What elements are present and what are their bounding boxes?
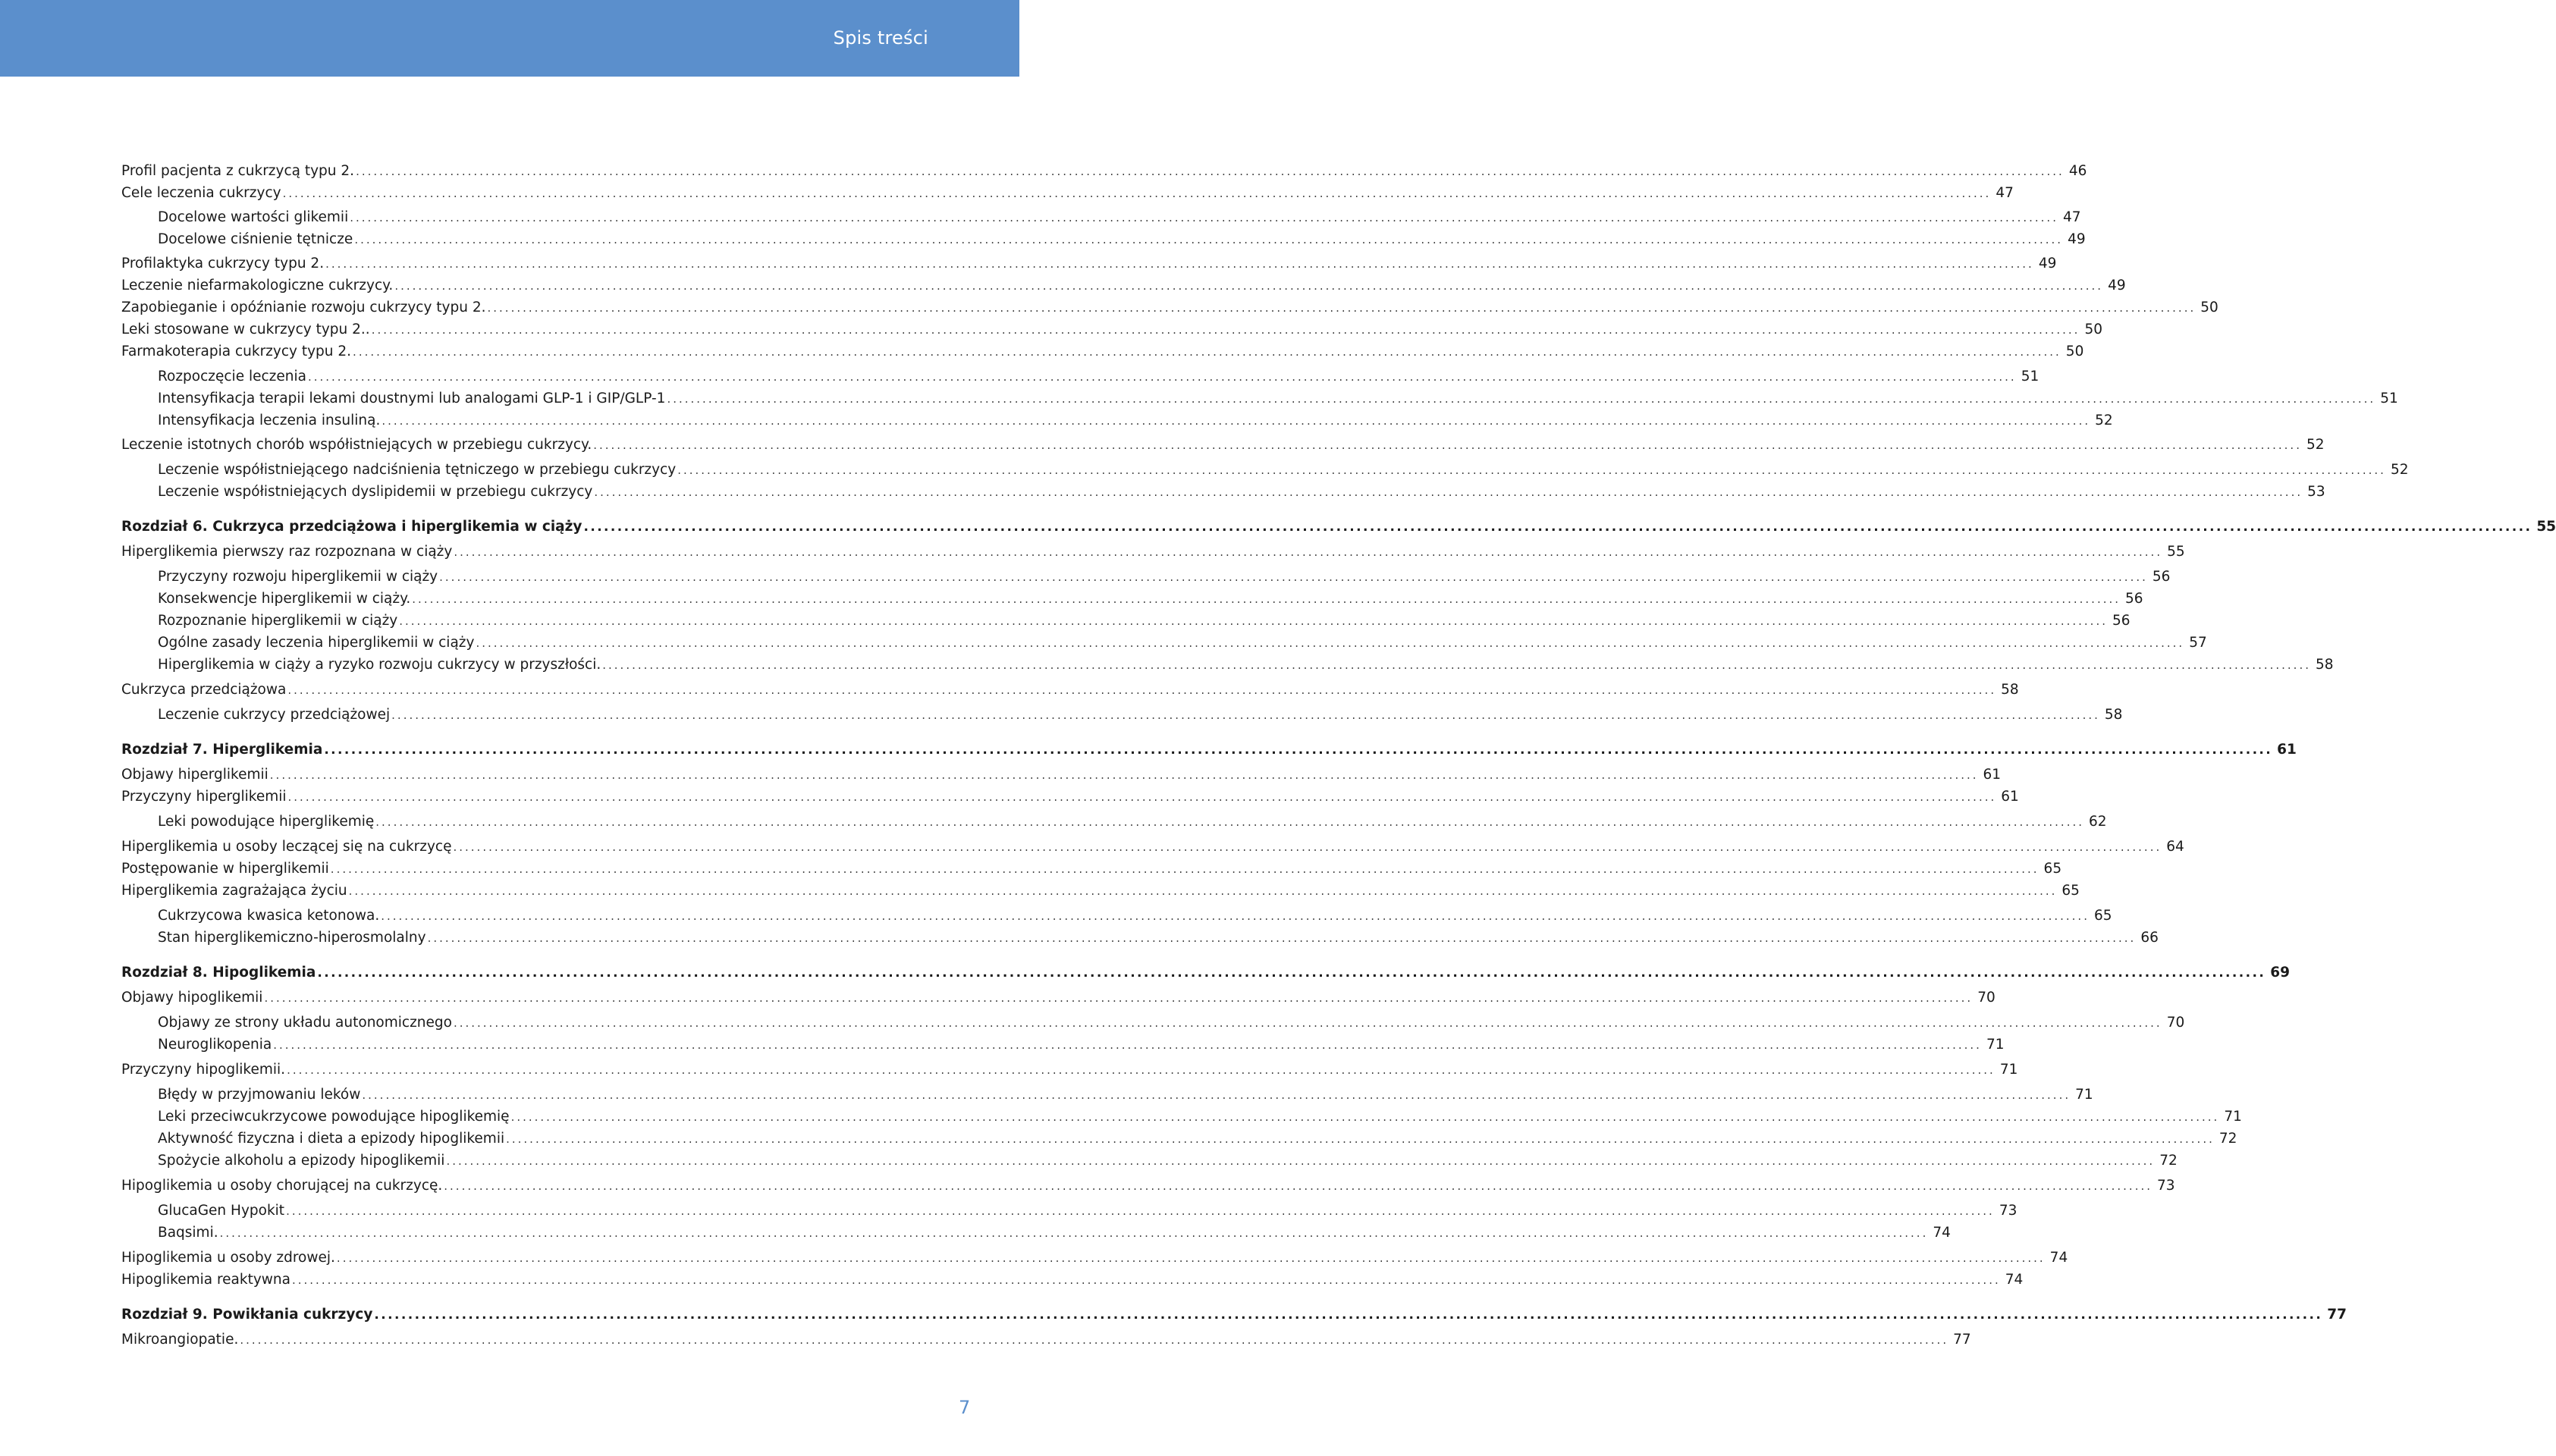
dot-leader xyxy=(356,161,2065,182)
dot-leader xyxy=(453,836,2162,858)
toc-entry[interactable] xyxy=(158,704,2123,726)
toc-entry-title: Hipoglikemia u osoby zdrowej. xyxy=(121,1250,335,1266)
toc-entry-title: Hipoglikemia reaktywna xyxy=(121,1272,290,1288)
toc-chapter-entry[interactable] xyxy=(121,739,2297,761)
toc-entry[interactable] xyxy=(121,161,2087,182)
toc-entry[interactable] xyxy=(121,275,2126,297)
toc-entry-page: 71 xyxy=(2224,1109,2242,1125)
dot-leader xyxy=(439,566,2148,588)
toc-entry[interactable] xyxy=(121,858,2062,880)
toc-entry[interactable] xyxy=(121,1247,2068,1269)
toc-entry-page: 52 xyxy=(2390,462,2409,478)
toc-entry-title: Zapobieganie i opóźnianie rozwoju cukrzycy typu 2. xyxy=(121,300,486,315)
dot-leader xyxy=(353,341,2061,362)
dot-leader xyxy=(454,1012,2162,1034)
toc-entry[interactable] xyxy=(121,341,2084,362)
dot-leader xyxy=(412,588,2121,610)
toc-entry-page: 47 xyxy=(2062,209,2081,225)
toc-entry[interactable] xyxy=(158,811,2107,833)
toc-entry[interactable] xyxy=(121,836,2184,858)
toc-chapter-entry[interactable] xyxy=(121,1304,2347,1326)
toc-entry-page: 74 xyxy=(2005,1272,2024,1288)
dot-leader xyxy=(349,880,2058,902)
toc-entry[interactable] xyxy=(121,183,2014,204)
toc-entry-title: Objawy hipoglikemii xyxy=(121,990,263,1006)
dot-leader xyxy=(292,1269,2001,1291)
toc-entry[interactable] xyxy=(121,1059,2018,1081)
page-number: 7 xyxy=(959,1397,971,1418)
toc-entry[interactable] xyxy=(158,366,2039,388)
toc-entry[interactable] xyxy=(158,566,2171,588)
toc-entry-title: Leczenie cukrzycy przedciążowej xyxy=(158,707,391,723)
dot-leader xyxy=(325,253,2034,275)
dot-leader xyxy=(593,435,2302,456)
dot-leader xyxy=(594,482,2303,503)
toc-entry-page: 74 xyxy=(2049,1250,2068,1266)
toc-entry-page: 65 xyxy=(2043,861,2062,877)
toc-entry[interactable] xyxy=(158,207,2081,228)
toc-entry-title: Hiperglikemia w ciąży a ryzyko rozwoju cukrzycy w przyszłości. xyxy=(158,657,601,673)
toc-entry-title: Rozdział 9. Powikłania cukrzycy xyxy=(121,1307,373,1323)
dot-leader xyxy=(506,1128,2215,1150)
toc-chapter-entry[interactable] xyxy=(121,516,2556,538)
dot-leader xyxy=(362,1084,2071,1106)
header-title: Spis treści xyxy=(833,27,928,49)
dot-leader xyxy=(264,987,1973,1009)
toc-entry-title: Przyczyny hiperglikemii xyxy=(121,789,287,805)
toc-entry[interactable] xyxy=(121,253,2057,275)
toc-entry-page: 56 xyxy=(2152,569,2171,585)
toc-entry[interactable] xyxy=(158,610,2131,632)
toc-entry-page: 55 xyxy=(2536,519,2556,535)
toc-entry-page: 61 xyxy=(2001,789,2019,805)
toc-entry[interactable] xyxy=(121,880,2080,902)
dot-leader xyxy=(375,811,2084,833)
toc-entry-title: Leczenie współistniejącego nadciśnienia tętniczego w przebiegu cukrzycy xyxy=(158,462,677,478)
toc-entry-title: Profil pacjenta z cukrzycą typu 2. xyxy=(121,163,355,179)
header-bar xyxy=(0,0,1019,77)
toc-entry[interactable] xyxy=(158,1012,2185,1034)
toc-entry[interactable] xyxy=(158,1128,2237,1150)
dot-leader xyxy=(350,207,2058,228)
toc-entry[interactable] xyxy=(121,1329,1971,1351)
toc-entry[interactable] xyxy=(121,987,1996,1009)
toc-entry-page: 73 xyxy=(1999,1203,2017,1219)
dot-leader xyxy=(374,1304,2322,1326)
dot-leader xyxy=(240,1329,1948,1351)
toc-entry[interactable] xyxy=(158,1106,2242,1128)
toc-entry-title: Hipoglikemia u osoby chorującej na cukrzycę. xyxy=(121,1178,443,1194)
toc-entry-title: Błędy w przyjmowaniu leków xyxy=(158,1087,361,1103)
toc-entry-title: Rozdział 7. Hiperglikemia xyxy=(121,742,323,758)
toc-entry-title: Hiperglikemia zagrażająca życiu xyxy=(121,883,347,899)
toc-entry-title: Spożycie alkoholu a epizody hipoglikemii xyxy=(158,1153,445,1169)
toc-entry-title: Leki przeciwcukrzycowe powodujące hipoglikemię xyxy=(158,1109,510,1125)
toc-entry[interactable] xyxy=(158,588,2143,610)
toc-entry[interactable] xyxy=(158,905,2112,927)
toc-entry-page: 69 xyxy=(2270,965,2290,981)
dot-leader xyxy=(273,1034,1982,1056)
toc-entry[interactable] xyxy=(121,764,2002,786)
dot-leader xyxy=(667,388,2375,410)
dot-leader xyxy=(446,1150,2155,1172)
toc-entry-title: Konsekwencje hiperglikemii w ciąży. xyxy=(158,591,411,607)
toc-entry-page: 61 xyxy=(1983,767,2002,783)
dot-leader xyxy=(270,764,1979,786)
toc-entry[interactable] xyxy=(121,297,2218,318)
toc-entry-page: 46 xyxy=(2068,163,2087,179)
toc-chapter-entry[interactable] xyxy=(121,962,2290,984)
toc-entry-title: Leki stosowane w cukrzycy typu 2.. xyxy=(121,322,370,337)
toc-entry[interactable] xyxy=(121,435,2325,456)
toc-entry-title: Rozpoznanie hiperglikemii w ciąży xyxy=(158,613,398,629)
toc-entry-title: Rozdział 8. Hipoglikemia xyxy=(121,965,316,981)
dot-leader xyxy=(331,858,2039,880)
toc-entry-page: 61 xyxy=(2277,742,2297,758)
dot-leader xyxy=(454,541,2162,563)
toc-entry-page: 71 xyxy=(1986,1037,2005,1053)
toc-entry-page: 64 xyxy=(2166,839,2184,855)
dot-leader xyxy=(308,366,2017,388)
toc-entry-title: Baqsimi. xyxy=(158,1225,218,1241)
toc-entry[interactable] xyxy=(158,1200,2017,1222)
toc-entry[interactable] xyxy=(158,1034,2005,1056)
toc-entry-page: 77 xyxy=(2327,1307,2347,1323)
toc-entry-title: Cukrzyca przedciążowa xyxy=(121,682,287,698)
dot-leader xyxy=(220,1222,1929,1244)
toc-entry[interactable] xyxy=(158,1222,1951,1244)
toc-entry[interactable] xyxy=(121,679,2019,701)
toc-entry-page: 55 xyxy=(2167,544,2185,560)
toc-entry-page: 51 xyxy=(2380,391,2398,406)
dot-leader xyxy=(399,610,2108,632)
toc-entry-page: 71 xyxy=(2075,1087,2093,1103)
toc-entry-title: Hiperglikemia pierwszy raz rozpoznana w ciąży xyxy=(121,544,453,560)
toc-entry-title: Aktywność fizyczna i dieta a epizody hipoglikemii xyxy=(158,1131,505,1147)
toc-entry-page: 65 xyxy=(2061,883,2080,899)
dot-leader xyxy=(394,275,2103,297)
toc-entry[interactable] xyxy=(121,319,2102,340)
toc-entry-page: 47 xyxy=(1996,185,2014,201)
toc-entry-title: Intensyfikacja terapii lekami doustnymi lub analogami GLP-1 i GIP/GLP-1 xyxy=(158,391,666,406)
toc-entry-title: Intensyfikacja leczenia insuliną. xyxy=(158,413,381,428)
toc-entry[interactable] xyxy=(158,388,2398,410)
toc-entry-title: Docelowe wartości glikemii xyxy=(158,209,349,225)
dot-leader xyxy=(381,905,2090,927)
toc-entry[interactable] xyxy=(158,410,2113,431)
toc-entry-title: Profilaktyka cukrzycy typu 2. xyxy=(121,256,325,271)
toc-entry-page: 70 xyxy=(2166,1015,2185,1031)
dot-leader xyxy=(382,410,2090,431)
toc-entry-title: Docelowe ciśnienie tętnicze xyxy=(158,231,353,247)
toc-entry-title: Postępowanie w hiperglikemii xyxy=(121,861,329,877)
dot-leader xyxy=(337,1247,2046,1269)
toc-entry[interactable] xyxy=(158,1150,2178,1172)
toc-entry-title: Rozdział 6. Cukrzyca przedciążowa i hiperglikemia w ciąży xyxy=(121,519,582,535)
toc-entry-page: 53 xyxy=(2307,484,2325,500)
toc-entry-title: Przyczyny hipoglikemii. xyxy=(121,1062,286,1078)
toc-entry-page: 56 xyxy=(2125,591,2143,607)
dot-leader xyxy=(372,319,2080,340)
toc-entry[interactable] xyxy=(158,1084,2093,1106)
dot-leader xyxy=(287,679,1996,701)
dot-leader xyxy=(287,1059,1996,1081)
toc-entry-page: 65 xyxy=(2093,908,2112,924)
toc-entry-title: Hiperglikemia u osoby leczącej się na cukrzycę xyxy=(121,839,452,855)
toc-entry-page: 70 xyxy=(1977,990,1996,1006)
toc-entry-title: Mikroangiopatie. xyxy=(121,1332,239,1348)
toc-entry-page: 52 xyxy=(2095,413,2113,428)
toc-entry-page: 58 xyxy=(2316,657,2334,673)
toc-entry-title: Leki powodujące hiperglikemię xyxy=(158,814,375,830)
dot-leader xyxy=(428,927,2137,949)
dot-leader xyxy=(324,739,2272,761)
toc-entry[interactable] xyxy=(158,654,2334,676)
toc-entry-page: 74 xyxy=(1933,1225,1951,1241)
toc-entry-page: 51 xyxy=(2021,369,2039,384)
toc-entry-page: 50 xyxy=(2065,344,2084,359)
dot-leader xyxy=(288,786,1997,808)
toc-entry[interactable] xyxy=(121,1175,2175,1197)
toc-entry[interactable] xyxy=(121,541,2185,563)
toc-entry-page: 62 xyxy=(2089,814,2107,830)
dot-leader xyxy=(354,229,2063,250)
toc-entry-title: Leczenie istotnych chorób współistniejących w przebiegu cukrzycy. xyxy=(121,437,592,453)
dot-leader xyxy=(283,183,1992,204)
toc-entry-page: 50 xyxy=(2084,322,2102,337)
toc-entry-title: Objawy ze strony układu autonomicznego xyxy=(158,1015,452,1031)
dot-leader xyxy=(476,632,2184,654)
dot-leader xyxy=(317,962,2266,984)
toc-entry-page: 52 xyxy=(2306,437,2325,453)
toc-entry[interactable] xyxy=(121,786,2019,808)
toc-entry-page: 72 xyxy=(2159,1153,2178,1169)
toc-entry-page: 71 xyxy=(1999,1062,2018,1078)
toc-entry[interactable] xyxy=(158,229,2086,250)
toc-entry-title: Cele leczenia cukrzycy xyxy=(121,185,281,201)
toc-entry-page: 72 xyxy=(2218,1131,2237,1147)
toc-entry-page: 77 xyxy=(1953,1332,1971,1348)
toc-entry-page: 49 xyxy=(2068,231,2086,247)
toc-entry[interactable] xyxy=(158,632,2207,654)
toc-entry[interactable] xyxy=(121,1269,2024,1291)
toc-entry-page: 56 xyxy=(2112,613,2131,629)
toc-entry-page: 49 xyxy=(2108,278,2126,293)
toc-entry-title: Przyczyny rozwoju hiperglikemii w ciąży xyxy=(158,569,438,585)
toc-entry-page: 73 xyxy=(2157,1178,2175,1194)
toc-entry-title: Ogólne zasady leczenia hiperglikemii w ciąży xyxy=(158,635,475,651)
toc-entry[interactable] xyxy=(158,482,2325,503)
dot-leader xyxy=(286,1200,1995,1222)
toc-entry-page: 50 xyxy=(2200,300,2218,315)
toc-entry-title: Neuroglikopenia xyxy=(158,1037,272,1053)
toc-entry-page: 49 xyxy=(2038,256,2057,271)
dot-leader xyxy=(391,704,2100,726)
toc-entry[interactable] xyxy=(158,460,2409,481)
dot-leader xyxy=(444,1175,2153,1197)
toc-entry-title: GlucaGen Hypokit xyxy=(158,1203,285,1219)
dot-leader xyxy=(511,1106,2220,1128)
toc-entry-page: 58 xyxy=(2001,682,2019,698)
dot-leader xyxy=(677,460,2386,481)
dot-leader xyxy=(583,516,2532,538)
toc-entry-title: Objawy hiperglikemii xyxy=(121,767,268,783)
toc-entry-title: Leczenie współistniejących dyslipidemii w przebiegu cukrzycy xyxy=(158,484,593,500)
toc-entry-page: 58 xyxy=(2104,707,2123,723)
dot-leader xyxy=(488,297,2196,318)
toc-entry-page: 66 xyxy=(2140,930,2159,946)
toc-entry-title: Leczenie niefarmakologiczne cukrzycy. xyxy=(121,278,394,293)
toc-entry-title: Farmakoterapia cukrzycy typu 2. xyxy=(121,344,352,359)
toc-entry-title: Stan hiperglikemiczno-hiperosmolalny xyxy=(158,930,426,946)
toc-entry[interactable] xyxy=(158,927,2159,949)
toc-entry-title: Cukrzycowa kwasica ketonowa. xyxy=(158,908,380,924)
toc-entry-page: 57 xyxy=(2189,635,2207,651)
dot-leader xyxy=(602,654,2311,676)
toc-entry-title: Rozpoczęcie leczenia xyxy=(158,369,306,384)
